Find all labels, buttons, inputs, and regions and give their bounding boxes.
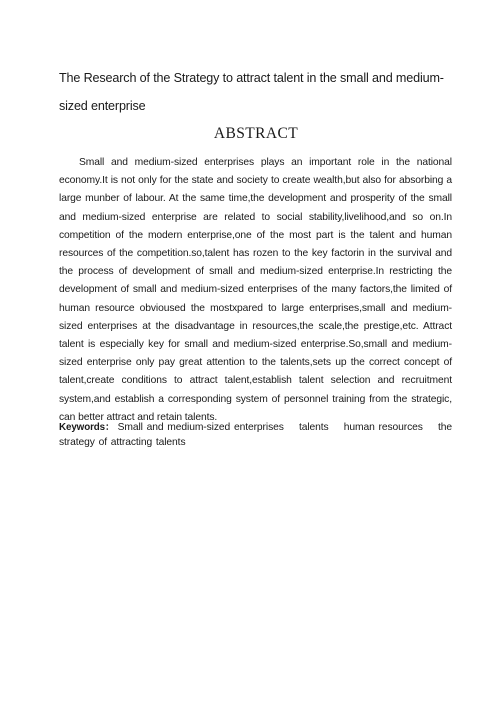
abstract-heading: ABSTRACT — [213, 125, 299, 142]
abstract-body: Small and medium-sized enterprises plays an important role in the national economy.It is not only for the state and society to create wealth,but also for absorbing a large munber of labour. At the same time,the development and prosperity of the small and medium-sized enterprise are related to social stability,livelihood,and so on.In competition of the modern enterprise,one of the most part is the talent and human resources of the competition.so,talent has rozen to the key factorin in the survival and the process of development of small and medium-sized enterprise.In restricting the development of small and medium-sized enterprises of the many factors,the limited of human resource obvioused the mostxpared to large enterprises,small and medium-sized enterprises at the disadvantage in resources,the scale,the prestige,etc. Attract talent is especially key for small and medium-sized enterprise.So,small and medium-sized enterprise only pay great attention to the talents,sets up the correct concept of talent,create conditions to attract talent,establish talent selection and recruitment system,and establish a corresponding system of personnel training from the strategic, can better attract and retain talents. — [59, 157, 452, 423]
keywords-text: Small and medium-sized enterprises talents human resources the strategy of attracting talents — [59, 422, 456, 448]
keywords-line — [59, 420, 456, 450]
paper-title: The Research of the Strategy to attract talent in the small and medium-sized enterprise — [59, 71, 444, 113]
keywords-label: Keywords： — [59, 422, 115, 433]
